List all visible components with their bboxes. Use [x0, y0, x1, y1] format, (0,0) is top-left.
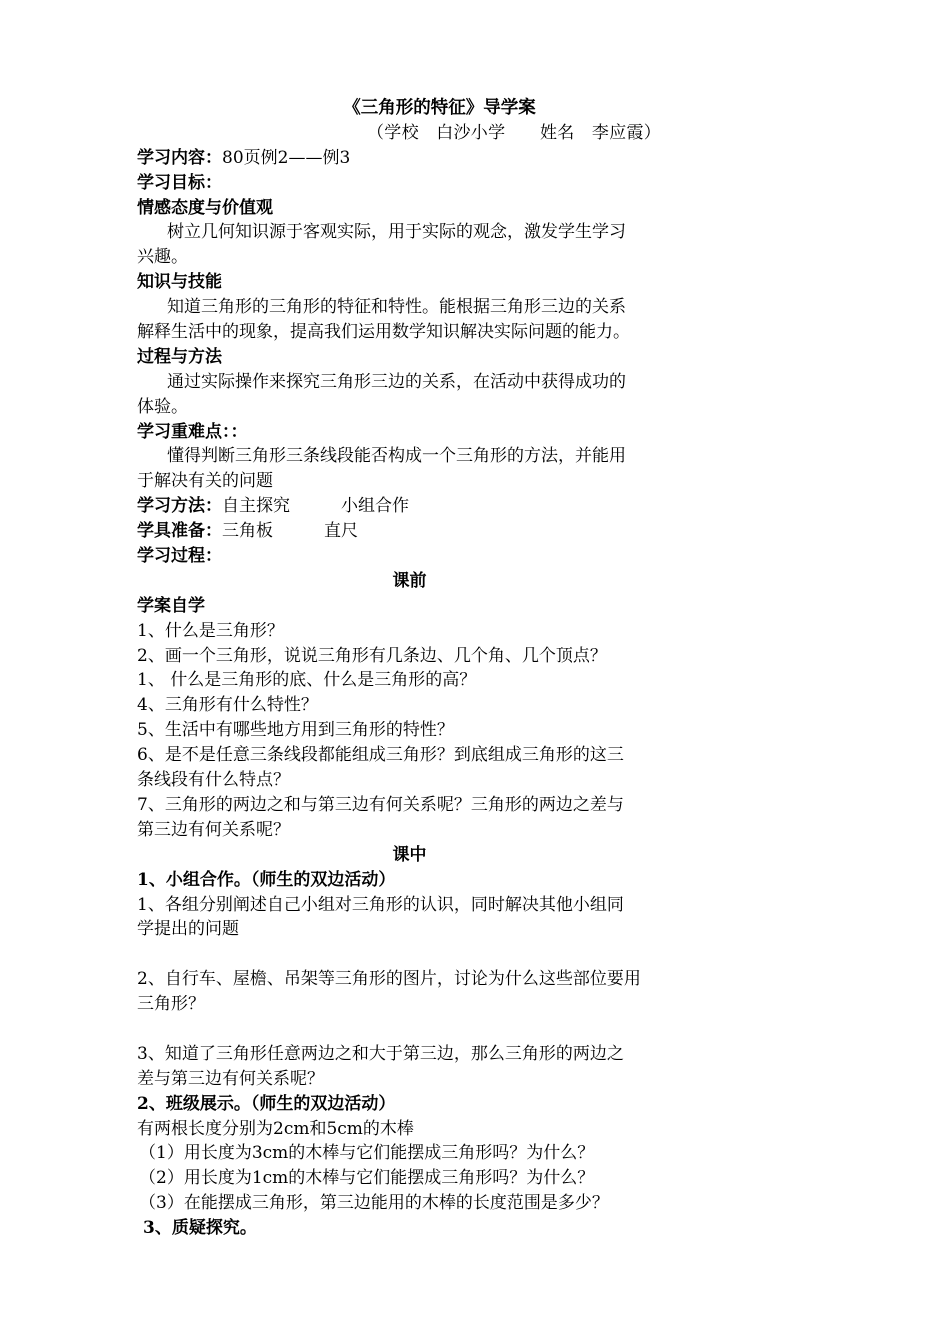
process-heading: 过程与方法: [137, 346, 222, 367]
show-question-3: （3）在能摆成三角形，第三边能用的木棒的长度范围是多少？: [139, 1193, 609, 1214]
learning-content: [137, 146, 682, 171]
question-2: 2、画一个三角形，说说三角形有几条边、几个角、几个顶点？: [137, 645, 607, 666]
emotion-heading: 情感态度与价值观: [137, 197, 273, 218]
key-points-line-1: 懂得判断三角形三条线段能否构成一个三角形的方法，并能用: [167, 446, 626, 467]
key-points-line-2: 于解决有关的问题: [137, 471, 273, 492]
question-4: 4、三角形有什么特性？: [137, 695, 318, 716]
inquiry-heading: 3、质疑探究。: [143, 1218, 257, 1239]
process-paragraph-line-1: 通过实际操作来探究三角形三边的关系，在活动中获得成功的: [167, 371, 626, 392]
question-7-line-2: 第三边有何关系呢？: [137, 819, 290, 840]
knowledge-paragraph-line-1: 知道三角形的三角形的特征和特性。能根据三角形三边的关系: [167, 297, 626, 318]
learning-tools-value: 三角板 直尺: [222, 521, 358, 542]
self-study-heading: 学案自学: [137, 595, 205, 616]
document-title: 《三角形的特征》导学案: [343, 98, 536, 118]
question-5: 5、生活中有哪些地方用到三角形的特性？: [137, 720, 454, 741]
class-show-heading: 2、班级展示。（师生的双边活动）: [137, 1093, 396, 1114]
document-body: [137, 96, 682, 1241]
learning-method-label: 学习方法：: [137, 496, 222, 517]
learning-content-label: 学习内容：: [137, 147, 222, 168]
blank-line: [137, 942, 682, 967]
question-7-line-1: 7、三角形的两边之和与第三边有何关系呢？三角形的两边之差与: [137, 794, 624, 815]
group-item-3-line-2: 差与第三边有何关系呢？: [137, 1068, 324, 1089]
blank-line: [137, 1017, 682, 1042]
knowledge-paragraph-line-2: 解释生活中的现象，提高我们运用数学知识解决实际问题的能力。: [137, 322, 630, 343]
question-1: 1、什么是三角形？: [137, 620, 284, 641]
author-line: （学校 白沙小学 姓名 李应霞）: [367, 122, 662, 143]
learning-content-value: 80页例2——例3: [222, 147, 351, 168]
group-item-3-line-1: 3、知道了三角形任意两边之和大于第三边，那么三角形的两边之: [137, 1043, 624, 1064]
goals-heading: 学习目标：: [137, 172, 222, 193]
show-question-1: （1）用长度为3cm的木棒与它们能摆成三角形吗？为什么？: [139, 1143, 595, 1164]
before-class-heading: 课前: [392, 570, 427, 591]
question-6-line-2: 条线段有什么特点？: [137, 770, 290, 791]
show-intro: 有两根长度分别为2cm和5cm的木棒: [137, 1118, 414, 1139]
group-item-2-line-2: 三角形？: [137, 994, 205, 1015]
process-paragraph-line-2: 体验。: [137, 396, 188, 417]
learning-tools: [137, 519, 682, 544]
key-points-heading: 学习重难点：：: [137, 421, 248, 442]
learning-tools-label: 学具准备：: [137, 521, 222, 542]
show-question-2: （2）用长度为1cm的木棒与它们能摆成三角形吗？为什么？: [139, 1168, 595, 1189]
emotion-paragraph-line-2: 兴趣。: [137, 247, 188, 268]
knowledge-heading: 知识与技能: [137, 272, 222, 293]
question-3: 1、 什么是三角形的底、什么是三角形的高？: [137, 670, 477, 691]
learning-method-value: 自主探究 小组合作: [222, 496, 409, 517]
learning-method: [137, 494, 682, 519]
procedure-heading: 学习过程：: [137, 546, 222, 567]
group-work-heading: 1、小组合作。（师生的双边活动）: [137, 869, 396, 890]
group-item-2-line-1: 2、自行车、屋檐、吊架等三角形的图片，讨论为什么这些部位要用: [137, 969, 641, 990]
in-class-heading: 课中: [392, 844, 427, 865]
question-6-line-1: 6、是不是任意三条线段都能组成三角形？到底组成三角形的这三: [137, 745, 624, 766]
group-item-1-line-2: 学提出的问题: [137, 919, 239, 940]
group-item-1-line-1: 1、各组分别阐述自己小组对三角形的认识，同时解决其他小组同: [137, 894, 624, 915]
emotion-paragraph-line-1: 树立几何知识源于客观实际，用于实际的观念，激发学生学习: [167, 222, 626, 243]
